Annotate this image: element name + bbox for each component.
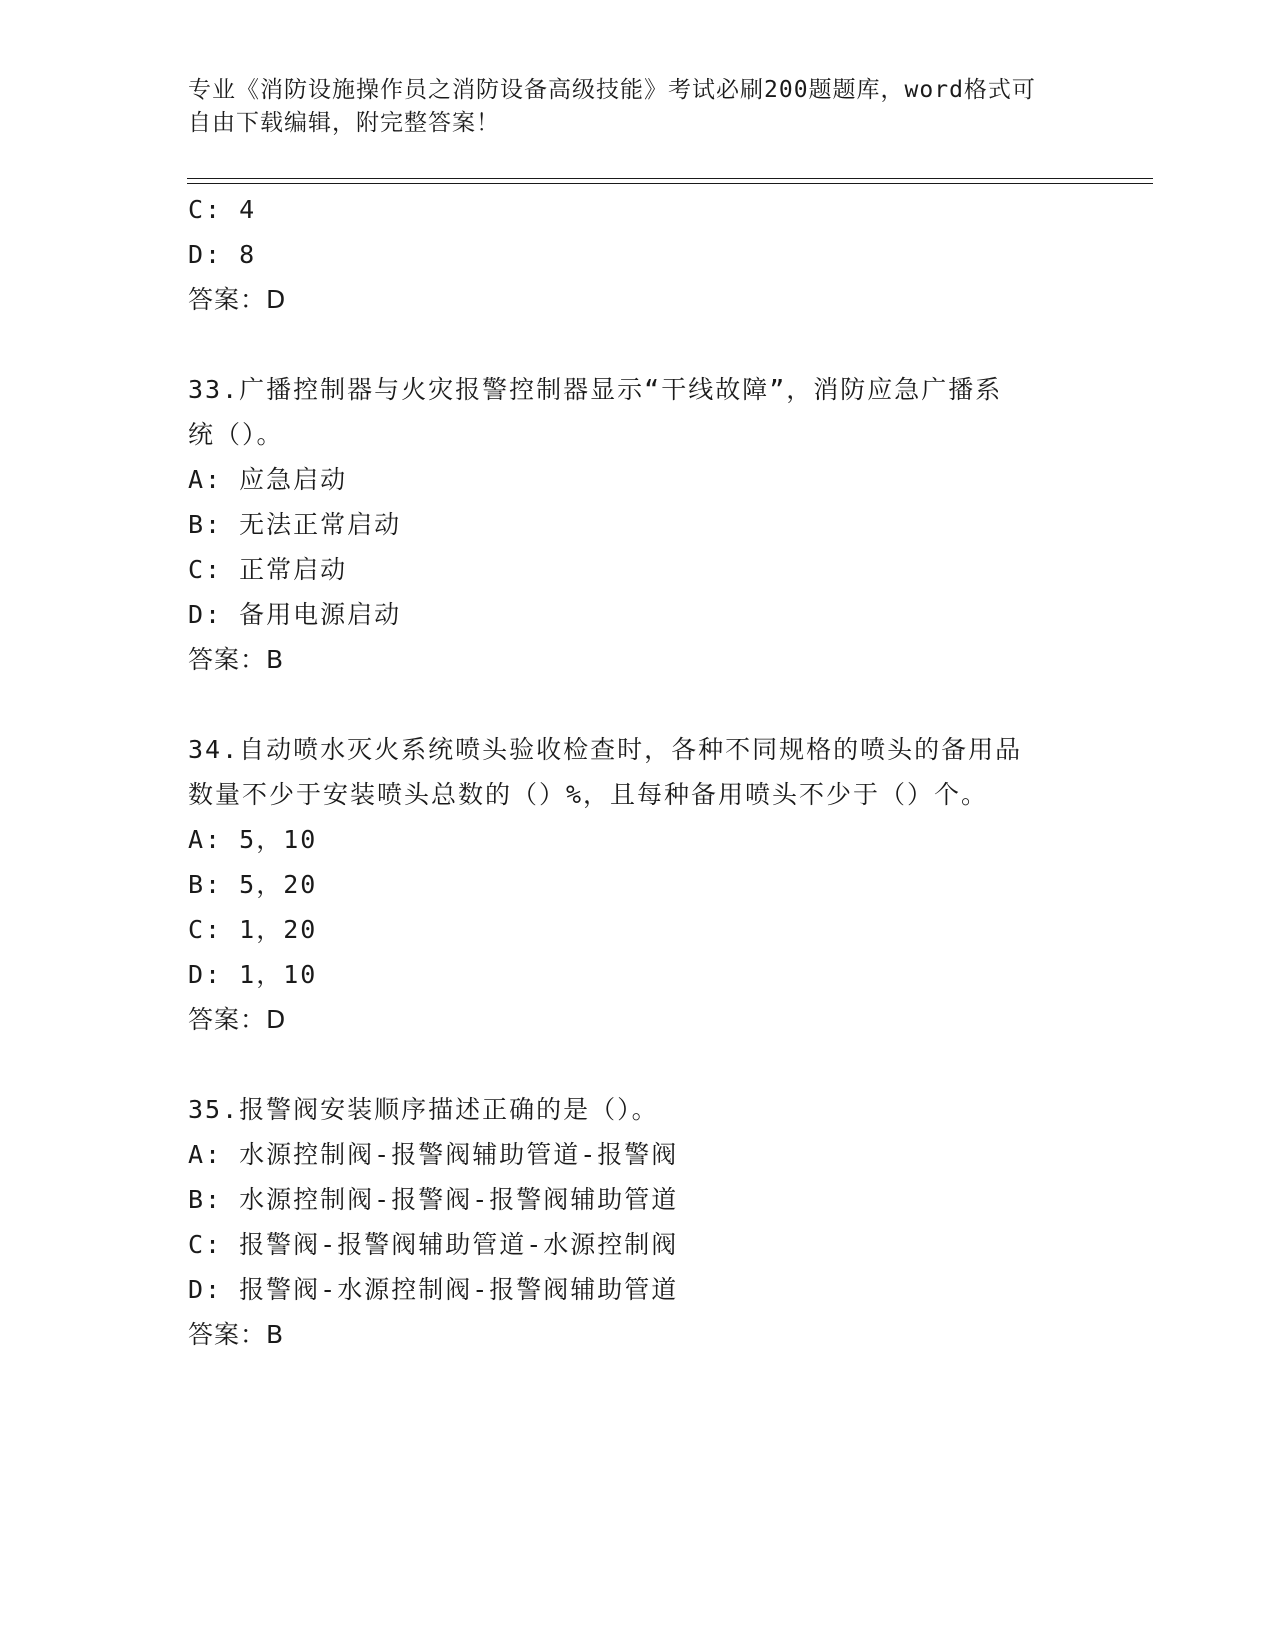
prev-option-c: C: 4 (188, 195, 257, 224)
header-divider-bottom (187, 183, 1153, 184)
q35-answer: 答案：B (188, 1320, 285, 1349)
q33-option-a: A: 应急启动 (188, 465, 348, 494)
q35-option-d: D: 报警阀-水源控制阀-报警阀辅助管道 (188, 1275, 679, 1304)
q35-option-a: A: 水源控制阀-报警阀辅助管道-报警阀 (188, 1140, 679, 1169)
q33-stem-line-2: 统（）。 (188, 420, 284, 449)
q34-option-a: A: 5，10 (188, 825, 318, 854)
q33-option-b: B: 无法正常启动 (188, 510, 402, 539)
prev-answer: 答案：D (188, 285, 287, 314)
q34-stem-line-2: 数量不少于安装喷头总数的（）%，且每种备用喷头不少于（）个。 (188, 780, 989, 809)
q34-stem-line-1: 34.自动喷水灭火系统喷头验收检查时，各种不同规格的喷头的备用品 (188, 735, 1023, 764)
q35-option-c: C: 报警阀-报警阀辅助管道-水源控制阀 (188, 1230, 679, 1259)
q33-option-c: C: 正常启动 (188, 555, 348, 584)
q34-option-b: B: 5，20 (188, 870, 318, 899)
header-divider-top (187, 178, 1153, 179)
header-line-2: 自由下载编辑，附完整答案！ (188, 110, 500, 136)
q33-answer: 答案：B (188, 645, 285, 674)
q34-option-c: C: 1，20 (188, 915, 318, 944)
prev-option-d: D: 8 (188, 240, 257, 269)
q35-option-b: B: 水源控制阀-报警阀-报警阀辅助管道 (188, 1185, 679, 1214)
q34-answer: 答案：D (188, 1005, 287, 1034)
page-header (188, 74, 1088, 140)
q33-stem-line-1: 33.广播控制器与火灾报警控制器显示“干线故障”，消防应急广播系 (188, 375, 1003, 404)
q33-option-d: D: 备用电源启动 (188, 600, 402, 629)
header-line-1: 专业《消防设施操作员之消防设备高级技能》考试必刷200题题库，word格式可 (188, 77, 1036, 103)
q35-stem-line-1: 35.报警阀安装顺序描述正确的是（）。 (188, 1095, 659, 1124)
q34-option-d: D: 1，10 (188, 960, 318, 989)
